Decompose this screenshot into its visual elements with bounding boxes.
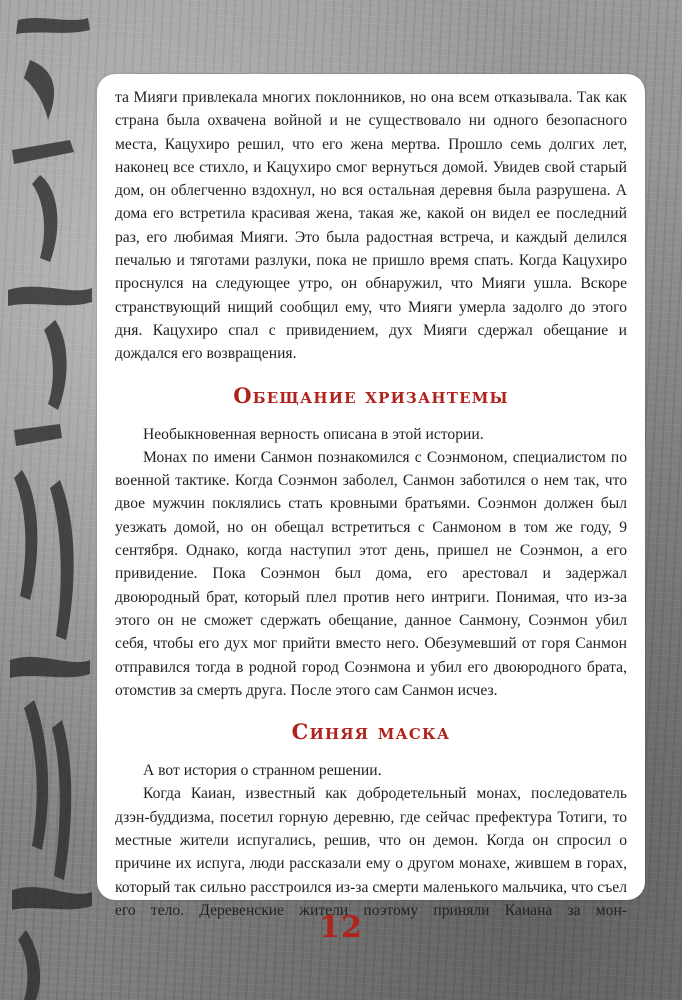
page-number: 12 [319,910,363,945]
paragraph: Необыкновенная верность описана в этой истории. [143,425,484,443]
page-content [115,86,627,922]
paragraph: та Мияги привлекала многих поклонников, но она всем отказывала. Так как страна была охвачена войной и не существовало ни одного безопасного места, Кацухиро решил, что его жена мертва. Прошло семь долгих лет, наконец все стихло, и Кацухиро смог вернуться домой. Увидев свой старый дом, он облегченно вздохнул, но вся остальная деревня была разрушена. А дома его встретила красивая жена, такая же, какой он видел ее последний раз, его любимая Мияги. Это была радостная встреча, и каждый делился печалью и тяготами разлуки, пока не пришло время спать. Когда Кацухиро проснулся на следующее утро, он обнаружил, что Мияги ушла. Вскоре странствующий нищий сообщил ему, что Мияги умерла задолго до этого дня. Кацухиро спал с привидением, дух Мияги сдержал обещание и дождался его возвращения. [115,89,627,363]
section-heading: Синяя маска [291,719,451,745]
section-heading: Обещание хризантемы [233,382,509,408]
paragraph: Монах по имени Санмон познакомился с Соэнмоном, специалистом по военной тактике. Когда Соэнмон заболел, Санмон заботился о нем так, что двое мужчин поклялись стать кровными братьями. Соэнмон должен был уезжать домой, но он обещал встретиться с Санмоном в том же году, 9 сентября. Однако, когда наступил этот день, пришел не Соэнмон, а его привидение. Пока Соэнмон был дома, его арестовал и задержал двоюродный брат, который плел против него интриги. Понимая, что из-за этого он не сможет сдержать обещание, данное Санмону, Соэнмон убил себя, чтобы его дух мог прийти вместо него. Обезумевший от горя Санмон отправился тогда в родной город Соэнмона и убил его двоюродного брата, отомстив за смерть друга. После этого сам Санмон исчез. [115,448,627,699]
calligraphy-decoration [0,0,100,1000]
paragraph: А вот история о странном решении. [143,762,382,780]
paragraph: Когда Каиан, известный как добродетельный монах, последователь дзэн-буддизма, посетил горную деревню, где сейчас префектура Тотиги, то местные жители испугались, решив, что он демон. Когда он спросил о причине их испуга, люди рассказали ему о другом монахе, жившем в горах, который так сильно расстроился из-за смерти маленького мальчика, что съел его тело. Деревенские жители поэтому приняли Каиана за мон- [115,785,627,919]
